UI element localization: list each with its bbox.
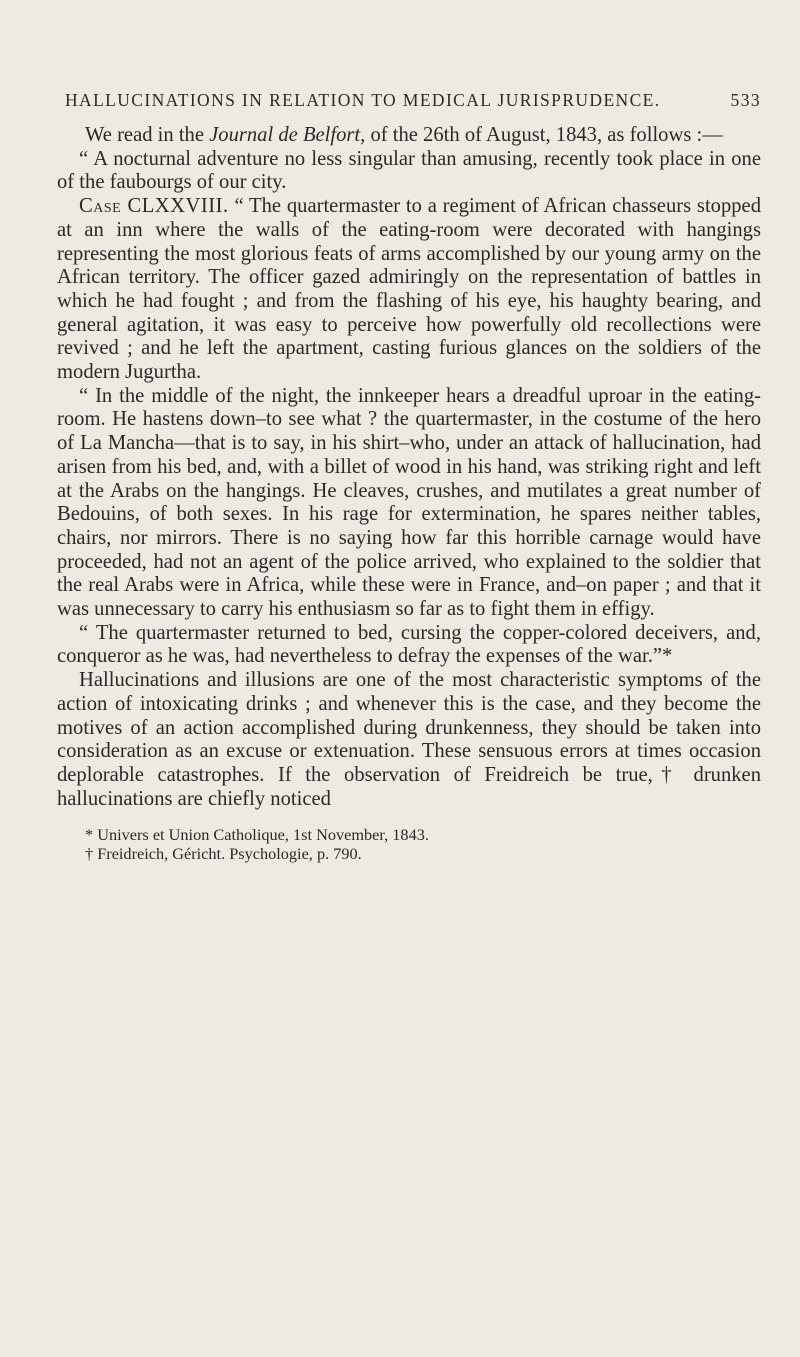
footnotes [57, 825, 761, 863]
paragraph-commentary: Hallucinations and illusions are one of the most characteristic symptoms of the action of intoxicating drinks ; and whenever this is the case, and they become the motives of an action accomplished during drunkenness, they should be taken into consideration as an excuse or extenuation. These sensuous errors at times occasion deplorable catastrophes. If the observation of Freidreich be true,† drunken hallucinations are chiefly noticed [57, 669, 761, 810]
paragraph-night-uproar: “ In the middle of the night, the innkeeper hears a dreadful uproar in the eating-room. He hastens down–to see what ? the quartermaster, in the costume of the hero of La Mancha—that is to say, in his shirt–who, under an attack of hallucination, had arisen from his bed, and, with a billet of wood in his hand, was striking right and left at the Arabs on the hangings. He cleaves, crushes, and mutilates a great number of Bedouins, of both sexes. In his rage for extermination, he spares neither tables, chairs, nor mirrors. There is no saying how far this horrible carnage would have proceeded, had not an agent of the police arrived, who explained to the soldier that the real Arabs were in Africa, while these were in France, and–on paper ; and that it was unnecessary to carry his enthusiasm so far as to fight them in effigy. [57, 384, 761, 621]
case-label: Case CLXXVIII. [79, 195, 229, 218]
running-title: HALLUCINATIONS IN RELATION TO MEDICAL JURISPRUDENCE. [65, 90, 661, 110]
paragraph-case [57, 195, 761, 385]
page-number: 533 [730, 90, 761, 110]
paragraph-quote-opening: “ A nocturnal adventure no less singular than amusing, recently took place in one of the faubourgs of our city. [57, 147, 761, 194]
running-head [65, 88, 761, 112]
footnote-2: † Freidreich, Géricht. Psychologie, p. 790. [85, 844, 362, 864]
case-text: “ The quartermaster to a regiment of African chasseurs stopped at an inn where the walls of the eating-room were decorated with hangings representing the most glorious feats of arms accomplished by our young army on the African territory. The officer gazed admiringly on the representation of battles in which he had fought ; and from the flashing of his eye, his haughty bearing, and general agitation, it was easy to perceive how powerfully old recollections were revived ; and he left the apartment, casting furious glances on the soldiers of the modern Jugurtha. [57, 195, 761, 384]
journal-title: Journal de Belfort, [209, 124, 366, 146]
paragraph-quote-closing: “ The quartermaster returned to bed, cursing the copper-colored deceivers, and, conqueror as he was, had nevertheless to defray the expenses of the war.”* [57, 621, 761, 668]
body-text [57, 124, 761, 811]
intro-text-end: of the 26th of August, 1843, as follows :— [365, 124, 723, 146]
text-block [57, 88, 761, 863]
paragraph-intro [57, 124, 761, 148]
intro-text-start: We read in the [85, 124, 210, 146]
footnote-1: * Univers et Union Catholique, 1st November, 1843. [85, 825, 429, 845]
